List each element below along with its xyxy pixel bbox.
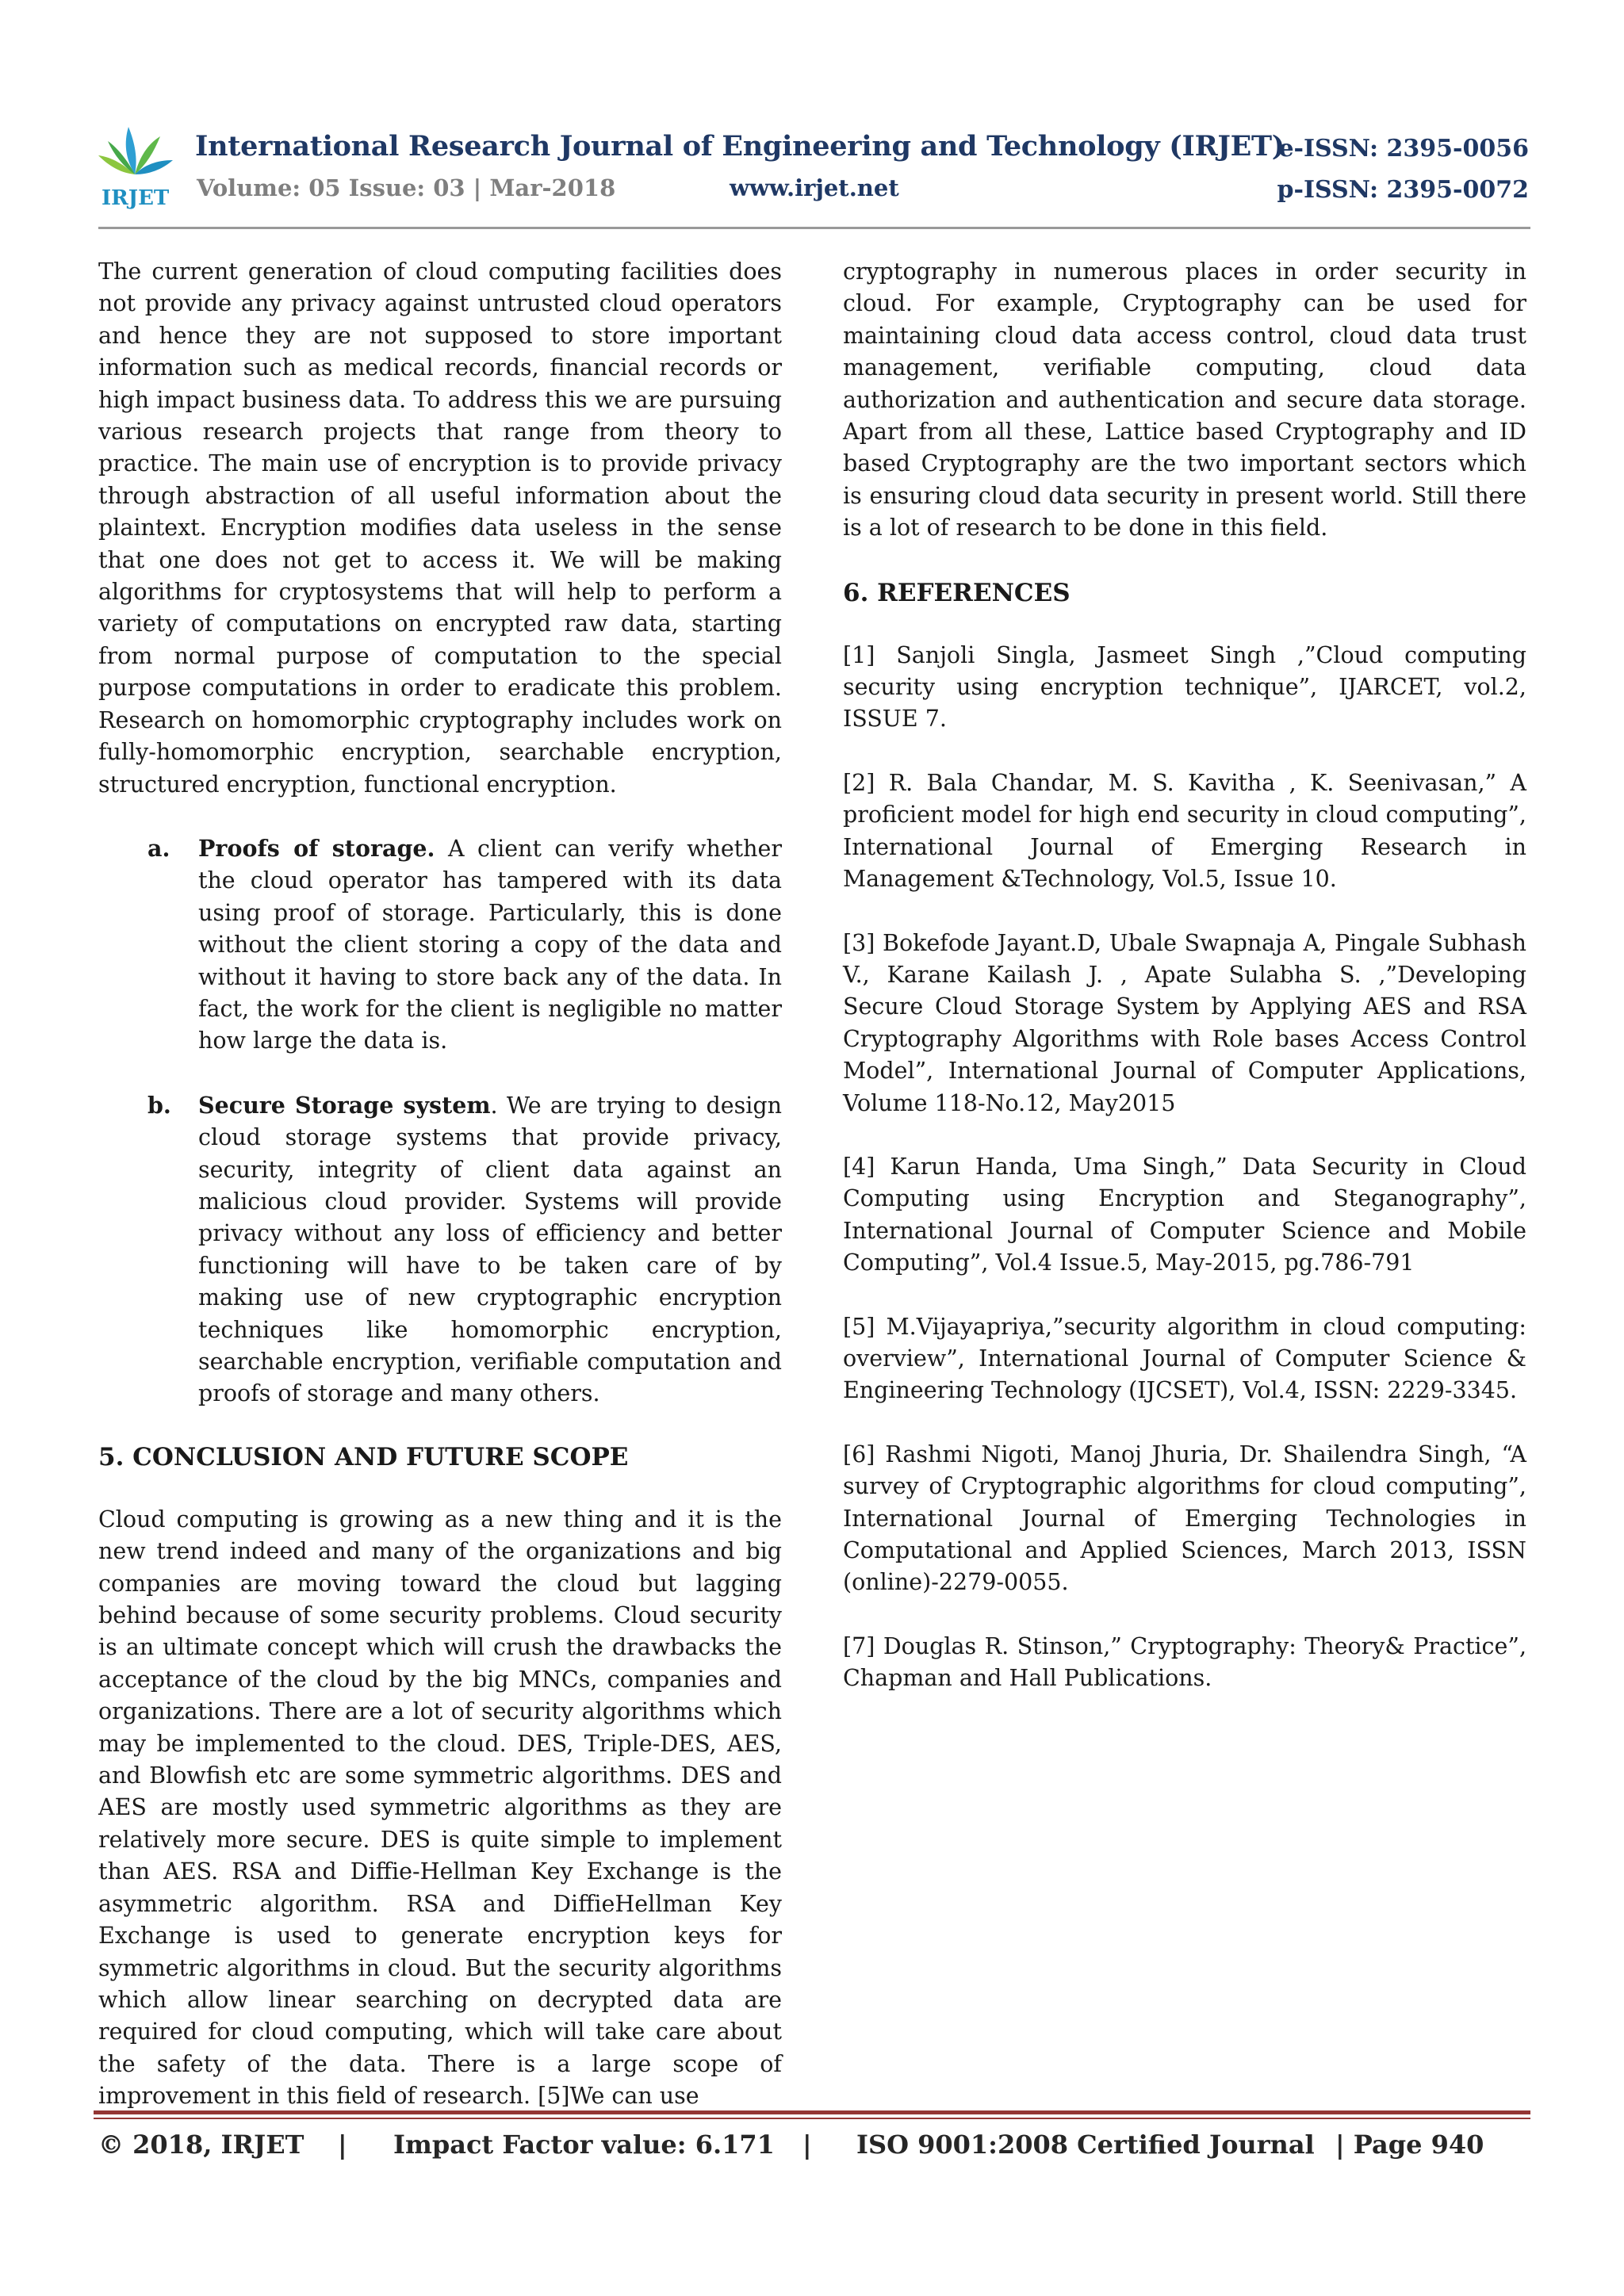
svg-text:IRJET: IRJET [102,186,170,210]
list-marker: b. [147,1091,171,1119]
continuation-paragraph: cryptography in numerous places in order security in cloud. For example, Cryptography can be used for maintaining cloud data access control, cloud data trust management, verifiable computing, cloud data authorization and authentication and secure data storage. Apart from all these, Lattice based Cryptography and ID based Cryptography are the two important sectors which is ensuring cloud data security in present world. Still there is a lot of research to be done in this field. [843,258,1526,541]
conclusion-paragraph: Cloud computing is growing as a new thing and it is the new trend indeed and many of the organizations and big companies are moving toward the cloud but lagging behind because of some security problems. Cloud security is an ultimate concept which will crush the drawbacks the acceptance of the cloud by the big MNCs, companies and organizations. There are a lot of security algorithms which may be implemented to the cloud. DES, Triple-DES, AES, and Blowfish etc are some symmetric algorithms. DES and AES are mostly used symmetric algorithms as they are relatively more secure. DES is quite simple to implement than AES. RSA and Diffie-Hellman Key Exchange is the asymmetric algorithm. RSA and DiffieHellman Key Exchange is used to generate encryption keys for symmetric algorithms in cloud. But the security algorithms which allow linear searching on decrypted data are required for cloud computing, which will take care about the safety of the data. There is a large scope of improvement in this field of research. [5]We can use [98,1506,782,2110]
volume-issue: Volume: 05 Issue: 03 | Mar-2018 [197,174,616,201]
footer-iso: ISO 9001:2008 Certified Journal [856,2130,1315,2160]
reference-item: [3] Bokefode Jayant.D, Ubale Swapnaja A, Pingale Subhash V., Karane Kailash J. , Apate Sulabha S. ,”Developing Secure Cloud Storage System by Applying AES and RSA Cryptography Algorithms with Role bases Access Control Model”, International Journal of Computer Applications, Volume 118-No.12, May2015 [843,929,1526,1116]
references-heading: 6. REFERENCES [843,578,1071,607]
list-marker: a. [147,834,170,862]
website-link[interactable]: www.irjet.net [730,174,899,201]
list-item-secure-storage [98,1089,782,1410]
list-item-text: A client can verify whether the cloud operator has tampered with its data using proof of storage. Particularly, this is done without the client storing a copy of the data and without it having to store back any of the data. In fact, the work for the client is negligible no matter how large the data is. [198,835,782,1054]
pissn: p-ISSN: 2395-0072 [1277,176,1529,204]
footer-separator: | [338,2130,347,2160]
eissn: e-ISSN: 2395-0056 [1278,135,1529,163]
list-item-title: Secure Storage system [198,1091,491,1119]
reference-item: [2] R. Bala Chandar, M. S. Kavitha , K. Seenivasan,” A proficient model for high end security in cloud computing”, International Journal of Emerging Research in Management &Technology, Vol.5, Issue 10. [843,769,1526,893]
footer-separator: | [802,2130,812,2160]
reference-item: [6] Rashmi Nigoti, Manoj Jhuria, Dr. Shailendra Singh, “A survey of Cryptographic algorithms for cloud computing”, International Journal of Emerging Technologies in Computational and Applied Sciences, March 2013, ISSN (online)-2279-0055. [843,1441,1526,1596]
reference-item: [7] Douglas R. Stinson,” Cryptography: Theory& Practice”, Chapman and Hall Publications. [843,1632,1526,1692]
page-header [94,119,1529,214]
right-column [843,256,1526,1695]
reference-item: [5] M.Vijayapriya,”security algorithm in cloud computing: overview”, International Journal of Computer Science & Engineering Technology (IJCSET), Vol.4, ISSN: 2229-3345. [843,1313,1526,1404]
footer-page-number: | Page 940 [1335,2130,1484,2160]
footer-divider [94,2110,1530,2114]
irjet-logo [94,119,176,210]
footer-copyright: © 2018, IRJET [98,2130,304,2160]
left-column [98,256,782,2113]
intro-paragraph: The current generation of cloud computing facilities does not provide any privacy against untrusted cloud operators and hence they are not supposed to store important information such as medical records, financial records or high impact business data. To address this we are pursuing various research projects that range from theory to practice. The main use of encryption is to provide privacy through abstraction of all useful information about the plaintext. Encryption modifies data useless in the sense that one does not get to access it. We will be making algorithms for cryptosystems that will help to perform a variety of computations on encrypted raw data, starting from normal purpose of computation to the special purpose computations in order to eradicate this problem. Research on homomorphic cryptography includes work on fully-homomorphic encryption, searchable encryption, structured encryption, functional encryption. [98,258,782,798]
footer-impact-factor: Impact Factor value: 6.171 [393,2130,775,2160]
conclusion-heading: 5. CONCLUSION AND FUTURE SCOPE [98,1442,629,1471]
header-divider [98,227,1530,229]
list-item-proofs-of-storage [98,832,782,1058]
footer-divider-thin [94,2118,1530,2119]
page-footer [98,2130,1526,2169]
list-item-title: Proofs of storage. [198,834,435,862]
reference-item: [1] Sanjoli Singla, Jasmeet Singh ,”Cloud computing security using encryption technique”, IJARCET, vol.2, ISSUE 7. [843,641,1526,733]
reference-item: [4] Karun Handa, Uma Singh,” Data Security in Cloud Computing using Encryption and Steganography”, International Journal of Computer Science and Mobile Computing”, Vol.4 Issue.5, May-2015, pg.786-791 [843,1153,1526,1276]
list-item-text: . We are trying to design cloud storage systems that provide privacy, security, integrity of client data against an malicious cloud provider. Systems will provide privacy without any loss of efficiency and better functioning will have to be taken care of by making use of new cryptographic encryption techniques like homomorphic encryption, searchable encryption, verifiable computation and proofs of storage and many others. [198,1092,782,1407]
journal-title: International Research Journal of Engineering and Technology (IRJET) [195,130,1285,163]
